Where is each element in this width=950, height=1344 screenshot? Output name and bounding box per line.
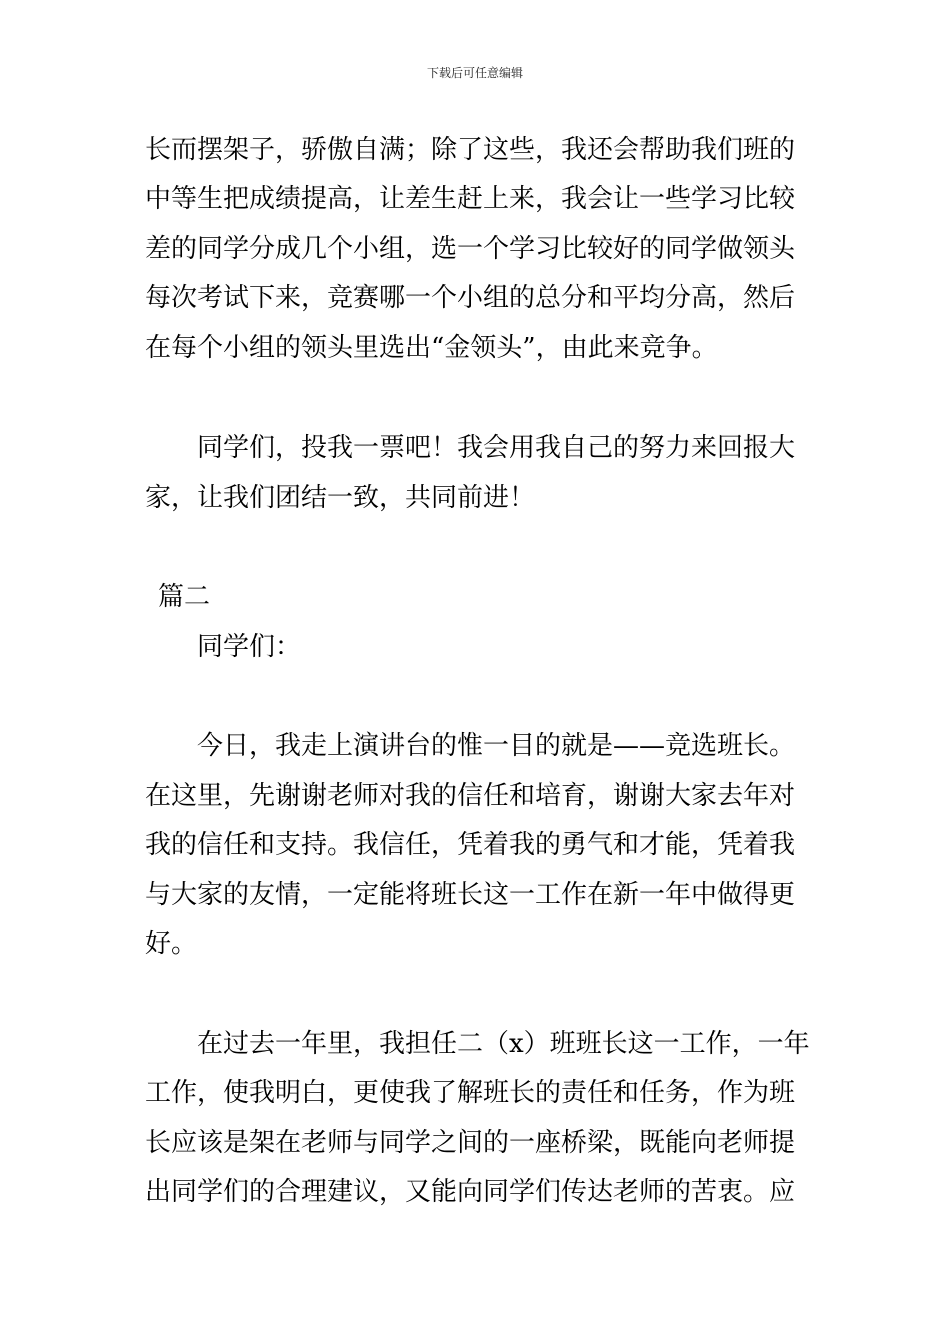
- paragraph-line: 长应该是架在老师与同学之间的一座桥梁，既能向老师提: [145, 1128, 796, 1158]
- paragraph-line: 在这里，先谢谢老师对我的信任和培育，谢谢大家去年对: [145, 781, 796, 811]
- salutation: 同学们：: [197, 632, 302, 662]
- paragraph-line: 今日，我走上演讲台的惟一目的就是——竞选班长。: [197, 731, 796, 761]
- section-title: 篇二: [158, 582, 211, 612]
- paragraph-line: 工作，使我明白，更使我了解班长的责任和任务，作为班: [145, 1078, 796, 1108]
- paragraph-line: 每次考试下来，竞赛哪一个小组的总分和平均分高，然后: [145, 283, 796, 313]
- paragraph-line: 与大家的友情，一定能将班长这一工作在新一年中做得更: [145, 880, 796, 910]
- paragraph-line: 家，让我们团结一致，共同前进！: [145, 483, 536, 513]
- paragraph-line: 我的信任和支持。我信任，凭着我的勇气和才能，凭着我: [145, 830, 796, 860]
- paragraph-line: 在每个小组的领头里选出“金领头”，由此来竞争。: [145, 333, 718, 363]
- paragraph-line: 差的同学分成几个小组，选一个学习比较好的同学做领头: [145, 234, 796, 264]
- paragraph-line: 在过去一年里，我担任二（x）班班长这一工作，一年: [197, 1029, 810, 1059]
- paragraph-line: 长而摆架子，骄傲自满；除了这些，我还会帮助我们班的: [145, 135, 796, 165]
- paragraph-line: 中等生把成绩提高，让差生赶上来，我会让一些学习比较: [145, 184, 796, 214]
- paragraph-line: 好。: [145, 929, 198, 959]
- paragraph-line: 同学们，投我一票吧！我会用我自己的努力来回报大: [197, 433, 796, 463]
- page-header: 下载后可任意编辑: [426, 66, 523, 80]
- paragraph-line: 出同学们的合理建议，又能向同学们传达老师的苦衷。应: [145, 1177, 796, 1207]
